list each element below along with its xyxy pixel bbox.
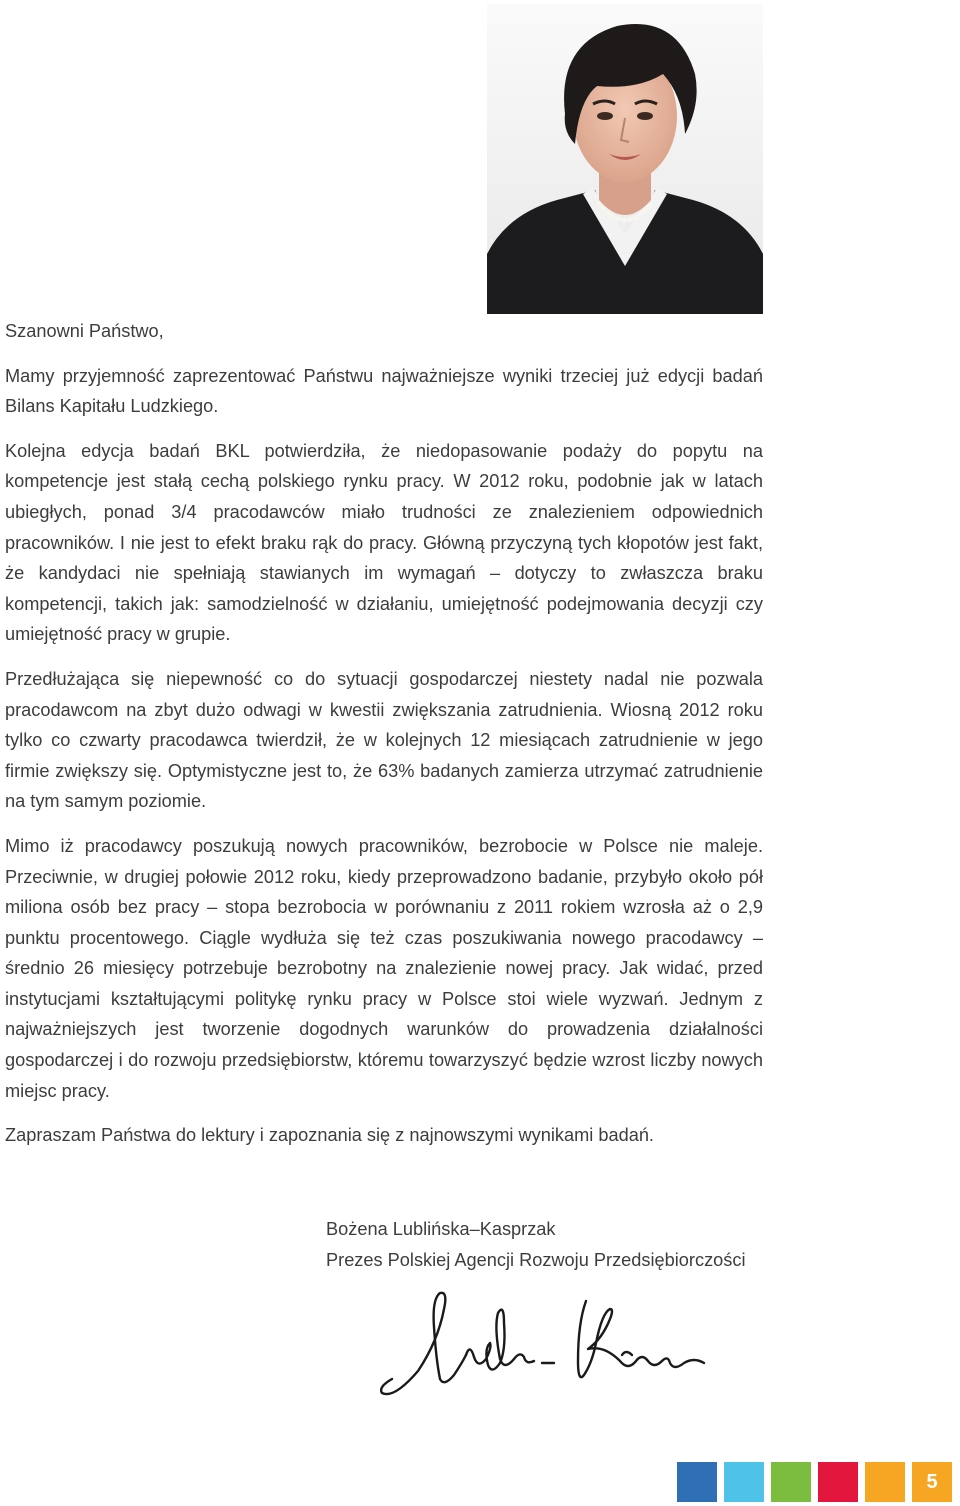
signature-icon xyxy=(374,1283,710,1399)
paragraph: Zapraszam Państwa do lektury i zapoznania się z najnowszymi wynikami badań. xyxy=(5,1125,654,1146)
paragraph: Kolejna edycja badań BKL potwierdziła, że niedopasowanie podaży do popytu na kompetencje jest stałą cechą polskiego rynku pracy. W 2012 roku, podobnie jak w latach ubiegłych, ponad 3/4 pracodawców miało trudności ze znalezieniem odpowiednich pracowników. I nie jest to efekt braku rąk do pracy. Główną przyczyną tych kłopotów jest fakt, że kandydaci nie spełniają stawianych im wymagań – dotyczy to zwłaszcza braku kompetencji, takich jak: samodzielność w działaniu, umiejętność podejmowania decyzji czy umiejętność pracy w grupie. xyxy=(5,440,763,645)
paragraph: Przedłużająca się niepewność co do sytuacji gospodarczej niestety nadal nie pozwala pracodawcom na zbyt dużo odwagi w kwestii zwiększania zatrudnienia. Wiosną 2012 roku tylko co czwarty pracodawca twierdził, że w kolejnych 12 miesiącach zatrudnienie w jego firmie zwiększy się. Optymistyczne jest to, że 63% badanych zamierza utrzymać zatrudnienie na tym samym poziomie. xyxy=(5,668,763,812)
color-square-red xyxy=(818,1462,858,1502)
portrait-photo xyxy=(487,4,763,314)
color-square-cyan xyxy=(724,1462,764,1502)
portrait-photo-icon xyxy=(487,4,763,314)
greeting: Szanowni Państwo, xyxy=(5,321,164,341)
color-square-green xyxy=(771,1462,811,1502)
letter-body xyxy=(5,316,763,1165)
color-square-orange xyxy=(865,1462,905,1502)
paragraph: Mamy przyjemność zaprezentować Państwu najważniejsze wyniki trzeciej już edycji badań Bilans Kapitału Ludzkiego. xyxy=(5,365,763,417)
page-number: 5 xyxy=(912,1462,952,1502)
handwritten-signature xyxy=(374,1283,710,1399)
signatory-title: Prezes Polskiej Agencji Rozwoju Przedsiębiorczości xyxy=(326,1249,746,1270)
color-square-blue xyxy=(677,1462,717,1502)
paragraph: Mimo iż pracodawcy poszukują nowych pracowników, bezrobocie w Polsce nie maleje. Przeciwnie, w drugiej połowie 2012 roku, kiedy przeprowadzono badanie, przybyło około pół miliona osób bez pracy – stopa bezrobocia w porównaniu z 2011 rokiem wzrosła aż o 2,9 punktu procentowego. Ciągle wydłuża się też czas poszukiwania nowego pracodawcy – średnio 26 miesięcy potrzebuje bezrobotny na znalezienie nowej pracy. Jak widać, przed instytucjami kształtującymi politykę rynku pracy w Polsce stoi wiele wyzwań. Jednym z najważniejszych jest tworzenie dogodnych warunków do prowadzenia działalności gospodarczej i do rozwoju przedsiębiorstw, któremu towarzyszyć będzie wzrost liczby nowych miejsc pracy. xyxy=(5,835,763,1101)
signatory-name: Bożena Lublińska–Kasprzak xyxy=(326,1219,556,1239)
signature-block xyxy=(326,1214,786,1275)
